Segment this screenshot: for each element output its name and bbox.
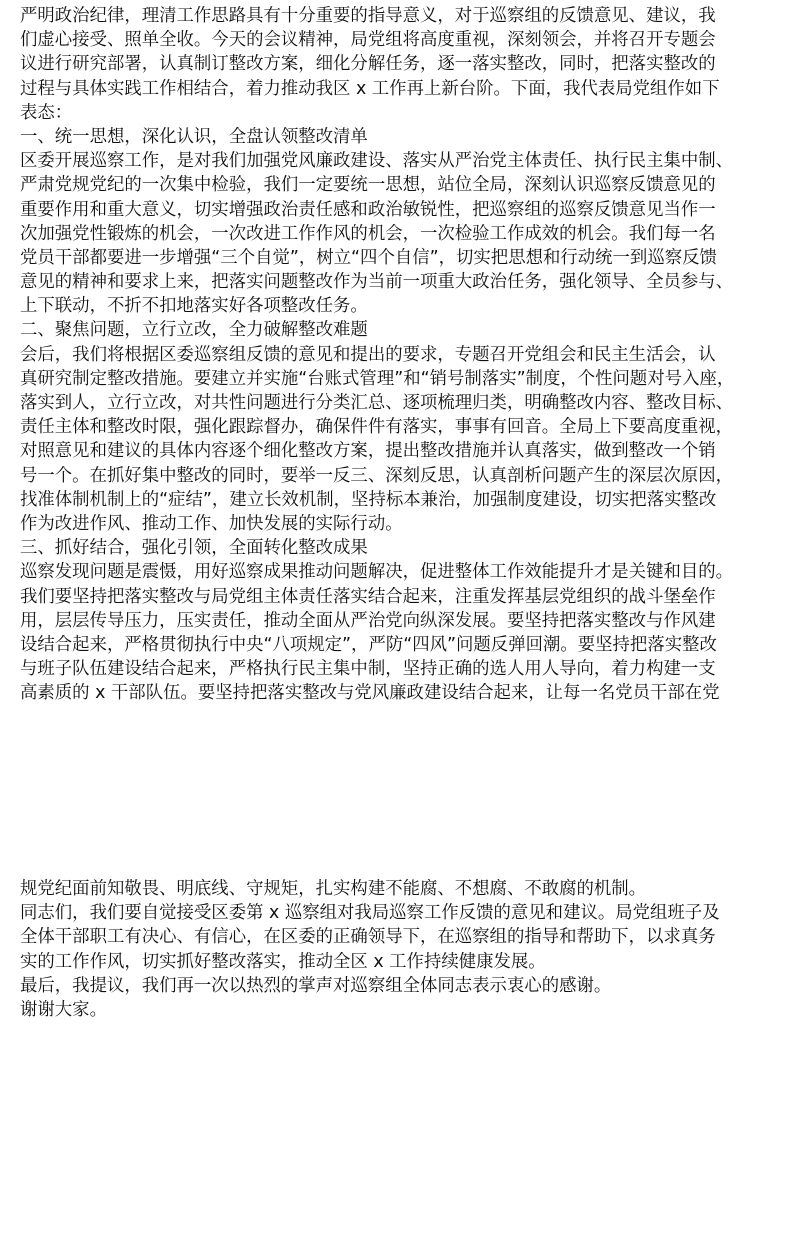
text-line: 与班子队伍建设结合起来，严格执行民主集中制，坚持正确的选人用人导向，着力构建一支 [20,659,716,680]
document-page-one [20,4,784,705]
section-heading-3: 三、抓好结合，强化引领，全面转化整改成果 [20,538,368,559]
text-line: 责任主体和整改时限，强化跟踪督办，确保件件有落实，事事有回音。全局上下要高度重视， [20,417,734,438]
text-line: 全体干部职工有决心、有信心，在区委的正确领导下，在巡察组的指导和帮助下，以求真务 [20,927,716,948]
text-line: 党员干部都要进一步增强“三个自觉”，树立“四个自信”，切实把思想和行动统一到巡察反馈 [20,247,717,268]
document-page-two [20,877,784,1022]
text-line: 谢谢大家。 [20,999,107,1020]
text-line: 严明政治纪律，理清工作思路具有十分重要的指导意义，对于巡察组的反馈意见、建议，我 [20,6,716,26]
text-line: 真研究制定整改措施。要建立并实施“台账式管理”和“销号制落实”制度，个性问题对号入座， [20,368,735,389]
text-line: 表态： [20,102,73,123]
text-line: 找准体制机制上的“症结”，建立长效机制，坚持标本兼治，加强制度建设，切实把落实整改 [20,489,717,510]
text-line: 区委开展巡察工作，是对我们加强党风廉政建设、落实从严治党主体责任、执行民主集中制、 [20,151,734,172]
text-line: 巡察发现问题是震慑，用好巡察成果推动问题解决，促进整体工作效能提升才是关键和目的。 [20,562,734,583]
text-line: 落实到人，立行立改，对共性问题进行分类汇总、逐项梳理归类，明确整改内容、整改目标、 [20,393,734,413]
text-line: 上下联动，不折不扣地落实好各项整改任务。 [20,296,368,317]
text-line: 议进行研究部署，认真制订整改方案，细化分解任务，逐一落实整改，同时，把落实整改的 [20,54,716,75]
text-line: 用，层层传导压力，压实责任，推动全面从严治党向纵深发展。要坚持把落实整改与作风建 [20,610,716,631]
text-line: 次加强党性锻炼的机会，一次改进工作作风的机会，一次检验工作成效的机会。我们每一名 [20,223,716,244]
text-line: 设结合起来，严格贯彻执行中央“八项规定”，严防“四风”问题反弹回潮。要坚持把落实整改 [20,634,717,655]
text-line: 对照意见和建议的具体内容逐个细化整改方案，提出整改措施并认真落实，做到整改一个销 [20,441,716,462]
text-line: 会后，我们将根据区委巡察组反馈的意见和提出的要求，专题召开党组会和民主生活会，认 [20,344,716,365]
text-line: 号一个。在抓好集中整改的同时，要举一反三、深刻反思，认真剖析问题产生的深层次原因， [20,465,734,486]
section-heading-2: 二、聚焦问题，立行立改，全力破解整改难题 [20,320,368,341]
text-line: 严肃党规党纪的一次集中检验，我们一定要统一思想，站位全局，深刻认识巡察反馈意见的 [20,175,716,196]
text-line: 规党纪面前知敬畏、明底线、守规矩，扎实构建不能腐、不想腐、不敢腐的机制。 [20,879,647,899]
text-line: 最后，我提议，我们再一次以热烈的掌声对巡察组全体同志表示衷心的感谢。 [20,975,612,996]
text-line: 实的工作作风，切实抓好整改落实，推动全区 x 工作持续健康发展。 [20,951,546,972]
text-line: 作为改进作风、推动工作、加快发展的实际行动。 [20,513,403,534]
section-heading-1: 一、统一思想，深化认识，全盘认领整改清单 [20,126,368,147]
text-line: 们虚心接受、照单全收。今天的会议精神，局党组将高度重视，深刻领会，并将召开专题会 [20,30,716,51]
text-line: 我们要坚持把落实整改与局党组主体责任落实结合起来，注重发挥基层党组织的战斗堡垒作 [20,586,716,607]
text-line: 过程与具体实践工作相结合，着力推动我区 x 工作再上新台阶。下面，我代表局党组作如下 [20,78,720,99]
text-line: 意见的精神和要求上来，把落实问题整改作为当前一项重大政治任务，强化领导、全员参与、 [20,272,734,293]
text-line: 同志们，我们要自觉接受区委第 x 巡察组对我局巡察工作反馈的意见和建议。局党组班子及 [20,903,720,924]
text-line: 高素质的 x 干部队伍。要坚持把落实整改与党风廉政建设结合起来，让每一名党员干部在党 [20,683,720,704]
text-line: 重要作用和重大意义，切实增强政治责任感和政治敏锐性，把巡察组的巡察反馈意见当作一 [20,199,716,220]
